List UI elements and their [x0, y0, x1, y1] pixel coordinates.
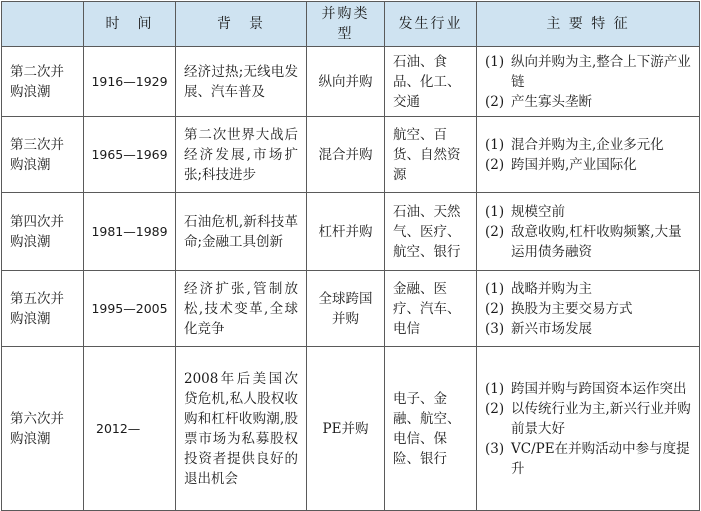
feature-item: [485, 279, 693, 299]
feature-number: (2): [485, 400, 505, 417]
merger-waves-table: [1, 1, 700, 511]
feature-number: (2): [485, 300, 505, 317]
background-text: 2008年后美国次贷危机,私人股权收购和杠杆收购潮,股票市场为私募股权投资者提供良好的退出机会: [176, 347, 307, 511]
feature-item: [485, 92, 693, 112]
features-cell: [477, 117, 700, 193]
merger-type: 全球跨国并购: [307, 271, 385, 347]
feature-text: VC/PE在并购活动中参与度提升: [511, 440, 690, 477]
feature-number: (1): [485, 53, 505, 70]
wave-name: 第六次并购浪潮: [2, 347, 84, 511]
feature-item: [485, 202, 693, 222]
wave-name: 第三次并购浪潮: [2, 117, 84, 193]
feature-text: 战略并购为主: [511, 280, 592, 297]
wave-name: 第五次并购浪潮: [2, 271, 84, 347]
feature-item: [485, 399, 693, 439]
feature-number: (3): [485, 320, 505, 337]
merger-type: PE并购: [307, 347, 385, 511]
feature-item: [485, 379, 693, 399]
table-row: [2, 193, 700, 271]
background-text: 经济扩张,管制放松,技术变革,全球化竞争: [176, 271, 307, 347]
background-text: 石油危机,新科技革命;金融工具创新: [176, 193, 307, 271]
feature-text: 规模空前: [511, 203, 565, 220]
feature-number: (1): [485, 136, 505, 153]
feature-text: 产生寡头垄断: [511, 93, 592, 110]
background-text: 经济过热;无线电发展、汽车普及: [176, 47, 307, 117]
features-cell: [477, 347, 700, 511]
industries-text: 航空、百货、自然资源: [385, 117, 477, 193]
feature-text: 纵向并购为主,整合上下游产业链: [511, 53, 691, 90]
time-range: 1916—1929: [84, 47, 176, 117]
merger-type: 杠杆并购: [307, 193, 385, 271]
feature-text: 以传统行业为主,新兴行业并购前景大好: [511, 400, 691, 437]
industries-text: 金融、医疗、汽车、电信: [385, 271, 477, 347]
industries-text: 石油、天然气、医疗、航空、银行: [385, 193, 477, 271]
time-range: 1965—1969: [84, 117, 176, 193]
table-row: [2, 271, 700, 347]
feature-text: 跨国并购与跨国资本运作突出: [511, 380, 687, 397]
feature-item: [485, 319, 693, 339]
time-range: 1995—2005: [84, 271, 176, 347]
industries-text: 石油、食品、化工、交通: [385, 47, 477, 117]
table-row: [2, 117, 700, 193]
feature-item: [485, 155, 693, 175]
feature-item: [485, 222, 693, 262]
features-cell: [477, 193, 700, 271]
feature-text: 新兴市场发展: [511, 320, 592, 337]
feature-number: (1): [485, 380, 505, 397]
wave-name: 第二次并购浪潮: [2, 47, 84, 117]
merger-type: 混合并购: [307, 117, 385, 193]
features-cell: [477, 47, 700, 117]
table-row: [2, 347, 700, 511]
time-range: 2012—: [84, 347, 176, 511]
feature-number: (1): [485, 280, 505, 297]
background-text: 第二次世界大战后经济发展,市场扩张;科技进步: [176, 117, 307, 193]
feature-number: (2): [485, 156, 505, 173]
header-time: 时 间: [84, 2, 176, 47]
feature-text: 跨国并购,产业国际化: [511, 156, 637, 173]
merger-type: 纵向并购: [307, 47, 385, 117]
header-wave: [2, 2, 84, 47]
feature-item: [485, 439, 693, 479]
industries-text: 电子、金融、航空、电信、保险、银行: [385, 347, 477, 511]
feature-item: [485, 299, 693, 319]
feature-text: 敌意收购,杠杆收购频繁,大量运用债务融资: [511, 223, 682, 260]
feature-number: (3): [485, 440, 505, 457]
feature-number: (1): [485, 203, 505, 220]
header-row: [2, 2, 700, 47]
header-industry: 发生行业: [385, 2, 477, 47]
feature-text: 换股为主要交易方式: [511, 300, 633, 317]
feature-item: [485, 135, 693, 155]
feature-text: 混合并购为主,企业多元化: [511, 136, 664, 153]
wave-name: 第四次并购浪潮: [2, 193, 84, 271]
feature-number: (2): [485, 93, 505, 110]
header-background: 背 景: [176, 2, 307, 47]
header-features: 主 要 特 征: [477, 2, 700, 47]
features-cell: [477, 271, 700, 347]
feature-item: [485, 52, 693, 92]
table-row: [2, 47, 700, 117]
header-type: 并购类型: [307, 2, 385, 47]
time-range: 1981—1989: [84, 193, 176, 271]
feature-number: (2): [485, 223, 505, 240]
